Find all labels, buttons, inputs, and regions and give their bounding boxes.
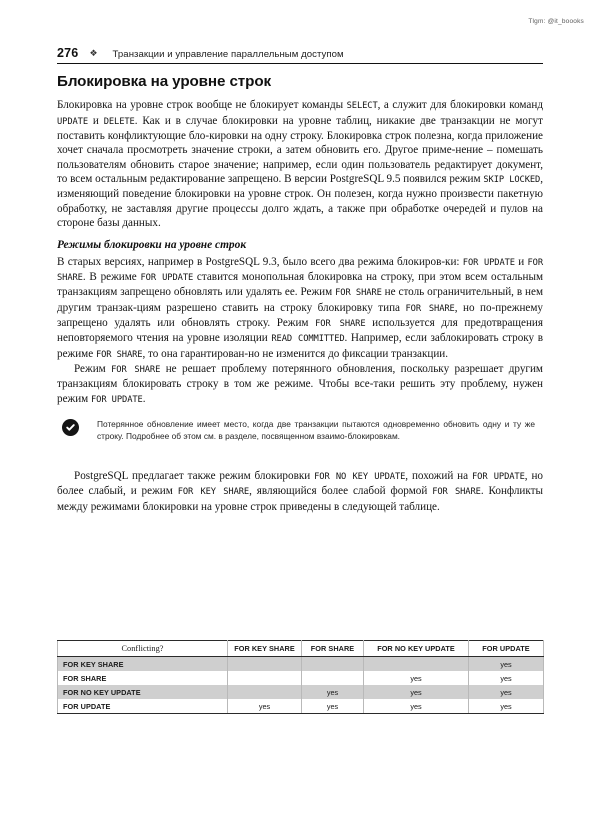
text-run: не решает проблему потерянного обновления, поскольку разрешает другим транзакциям блокировать строку в том же режиме. Чтобы все-таки решить эту проблему, нужен режим (57, 362, 543, 405)
row-label: FOR NO KEY UPDATE (58, 685, 228, 699)
subsection-heading: Режимы блокировки на уровне строк (57, 239, 247, 252)
text-run: и (514, 255, 528, 268)
text-run: , являющийся более слабой формой (249, 485, 433, 498)
chapter-title: Транзакции и управление параллельным доступом (112, 49, 344, 60)
text-run: Блокировка на уровне строк вообще не блокирует команды (57, 99, 347, 112)
column-header-conflicting: Conflicting? (58, 641, 228, 657)
paragraph-closing (57, 469, 543, 514)
keyword-for-share: FOR SHARE (315, 318, 366, 329)
keyword-for-share: FOR SHARE (57, 257, 543, 283)
text-run: , но по-прежнему запрещено удалять или обновлять строку. Режим (57, 301, 543, 329)
text-run: не столь ограничительный, в нем другим транзак-циям разрешено ставить на строку блокировку типа (57, 286, 544, 314)
diamond-ornament-icon: ❖ (89, 48, 98, 58)
content-column (57, 73, 543, 514)
table-cell: yes (469, 657, 544, 672)
text-run: Режим (74, 362, 112, 375)
table-body (58, 657, 544, 714)
note-callout (57, 418, 543, 460)
keyword-for-share: FOR SHARE (405, 303, 455, 314)
table-cell: yes (469, 685, 544, 699)
paragraph-intro (57, 98, 543, 230)
text-run: В старых версиях, например в PostgreSQL 9.3, было всего два режима блокиров-ки: (57, 255, 463, 268)
lock-conflict-table (57, 640, 544, 714)
keyword-for-share: FOR SHARE (111, 364, 161, 375)
column-header-for-update: FOR UPDATE (469, 641, 544, 657)
table-header (58, 641, 544, 657)
text-run: , похожий на (405, 470, 472, 483)
conflict-table-container (57, 640, 543, 714)
table-row (58, 699, 544, 714)
text-run: . Конфликты между режимами блокировки на уровне строк приведены в следующей таблице. (57, 485, 544, 513)
table-cell: yes (302, 699, 364, 714)
text-run: , изменяющий поведение блокировки на уровне строк. Он полезен, когда нужно произвести пакетную обработку, не заставляя другие процессы долго ждать, а также при обработке очередей и пулов на стороне базы данных. (57, 172, 544, 229)
page-number: 276 (57, 46, 79, 60)
text-run: и (88, 114, 104, 127)
table-row (58, 657, 544, 672)
keyword-for-share: FOR SHARE (432, 487, 481, 498)
text-run: . Как и в случае блокировки на уровне таблиц, никакие две транзакции не могут поставить конфликтующие бло-кировки на одну строку. Блокировка строк полезна, когда приложение хочет сначала просмотреть значение строки, а затем обновить его. Другое приме-нение – помешать пользователям обновить старое значение; например, если один пользователь редактирует документ, то всем остальным редактирование запрещено. В версии PostgreSQL 9.5 появился режим (57, 114, 543, 185)
table-cell (228, 685, 302, 699)
paragraph-lock-modes (57, 255, 543, 362)
text-run: PostgreSQL предлагает также режим блокировки (74, 470, 315, 483)
watermark-text: Tlgm: @it_boooks (528, 18, 584, 25)
table-cell: yes (469, 699, 544, 714)
keyword-select: SELECT (346, 101, 378, 112)
keyword-for-update: FOR UPDATE (462, 257, 515, 268)
paragraph-for-share-limitation (57, 362, 543, 407)
table-cell: yes (364, 671, 469, 685)
table-cell (228, 657, 302, 672)
keyword-for-share: FOR SHARE (335, 288, 382, 299)
section-heading: Блокировка на уровне строк (57, 73, 271, 90)
keyword-for-share: FOR SHARE (95, 349, 143, 360)
check-circle-icon (62, 419, 79, 436)
table-cell (302, 671, 364, 685)
note-text: Потерянное обновление имеет место, когда две транзакции пытаются одновременно обновить одну и ту же строку. Подробнее об этом см. в разделе, посвященном взаимо-блокировкам. (97, 419, 535, 442)
table-cell: yes (302, 685, 364, 699)
text-run: . (142, 392, 146, 405)
row-label: FOR KEY SHARE (58, 657, 228, 672)
column-header-for-share: FOR SHARE (302, 641, 364, 657)
keyword-read-committed: READ COMMITTED (271, 334, 345, 345)
keyword-for-update: FOR UPDATE (91, 394, 143, 405)
table-cell: yes (228, 699, 302, 714)
table-cell: yes (469, 671, 544, 685)
keyword-delete: DELETE (103, 116, 135, 127)
row-label: FOR UPDATE (58, 699, 228, 714)
text-run: ставится монопольная блокировка на строку, при этом всем остальным транзакциям запрещено обновлять или удалять ее. Режим (57, 270, 543, 299)
keyword-skip-locked: SKIP LOCKED (483, 174, 541, 185)
table-cell (302, 657, 364, 672)
text-run: используется для предотвращения неповторяемого чтения на уровне изоляции (57, 316, 544, 345)
keyword-for-update: FOR UPDATE (140, 272, 194, 283)
table-cell (364, 657, 469, 672)
text-run: , а служит для блокировки команд (377, 99, 543, 112)
table-header-row (58, 641, 544, 657)
column-header-for-no-key-update: FOR NO KEY UPDATE (364, 641, 469, 657)
column-header-for-key-share: FOR KEY SHARE (228, 641, 302, 657)
keyword-for-key-share: FOR KEY SHARE (177, 487, 250, 498)
table-cell: yes (364, 699, 469, 714)
running-head (57, 46, 543, 64)
table-cell (228, 671, 302, 685)
text-run: , но более слабый, и режим (57, 470, 543, 498)
row-label: FOR SHARE (58, 671, 228, 685)
keyword-update: UPDATE (57, 116, 89, 127)
text-run: . В режиме (82, 270, 141, 283)
table-row (58, 685, 544, 699)
table-cell: yes (364, 685, 469, 699)
keyword-for-no-key-update: FOR NO KEY UPDATE (314, 472, 406, 483)
text-run: , то она гарантирован-но не изменится до фиксации транзакции. (142, 347, 449, 360)
table-row (58, 671, 544, 685)
keyword-for-update: FOR UPDATE (471, 472, 525, 483)
text-run: . Например, если заблокировать строку в режиме (57, 332, 543, 360)
